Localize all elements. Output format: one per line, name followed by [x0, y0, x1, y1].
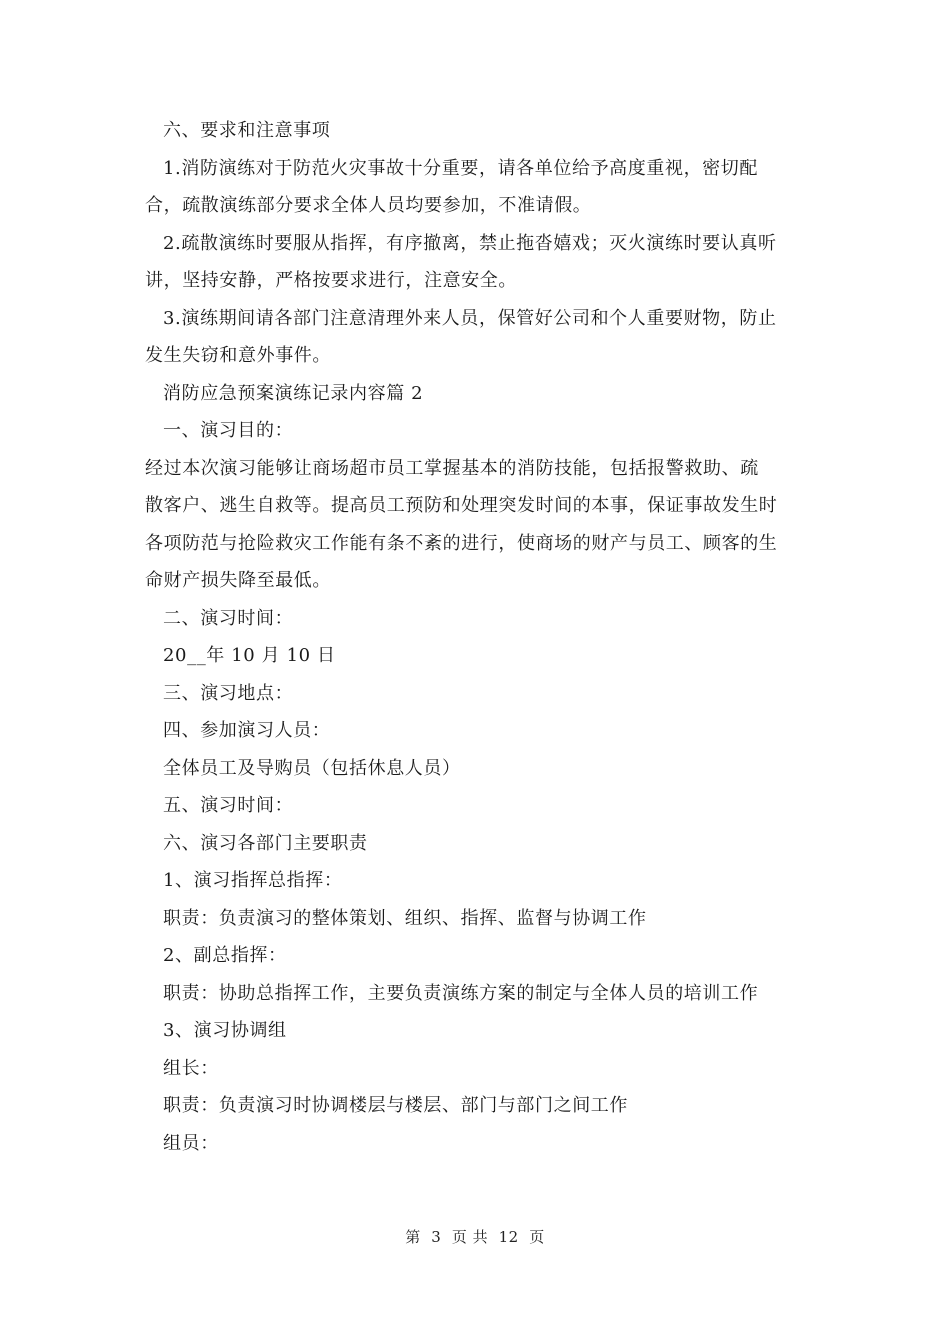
- text-line: 3、演习协调组: [163, 1020, 287, 1041]
- text-line: 职责：负责演习时协调楼层与楼层、部门与部门之间工作: [163, 1095, 628, 1116]
- text-line: 1.消防演练对于防范火灾事故十分重要，请各单位给予高度重视，密切配: [163, 157, 758, 179]
- text-line: 经过本次演习能够让商场超市员工掌握基本的消防技能，包括报警救助、疏: [145, 457, 759, 479]
- text-line: 散客户、逃生自救等。提高员工预防和处理突发时间的本事，保证事故发生时: [145, 495, 778, 516]
- text-line: 职责：协助总指挥工作，主要负责演练方案的制定与全体人员的培训工作: [163, 982, 759, 1004]
- text-line: 五、演习时间：: [163, 795, 294, 816]
- text-line: 讲，坚持安静，严格按要求进行，注意安全。: [145, 270, 517, 291]
- page-footer: 第 3 页 共 12 页: [405, 1228, 545, 1246]
- text-line: 2.疏散演练时要服从指挥，有序撤离，禁止拖沓嬉戏；灭火演练时要认真听: [163, 232, 777, 254]
- text-line: 六、要求和注意事项: [163, 120, 331, 141]
- text-line: 二、演习时间：: [163, 607, 294, 629]
- text-line: 一、演习目的：: [163, 420, 294, 441]
- text-line: 消防应急预案演练记录内容篇 2: [163, 382, 424, 404]
- text-line: 全体员工及导购员（包括休息人员）: [163, 757, 461, 779]
- text-line: 组长：: [163, 1057, 219, 1079]
- text-line: 20__年 10 月 10 日: [163, 645, 336, 666]
- text-line: 3.演练期间请各部门注意清理外来人员，保管好公司和个人重要财物，防止: [163, 307, 777, 329]
- text-line: 四、参加演习人员：: [163, 720, 331, 741]
- text-line: 职责：负责演习的整体策划、组织、指挥、监督与协调工作: [163, 907, 647, 929]
- text-line: 命财产损失降至最低。: [145, 570, 331, 591]
- text-line: 组员：: [163, 1132, 219, 1154]
- text-line: 2、副总指挥：: [163, 945, 287, 966]
- text-line: 发生失窃和意外事件。: [145, 345, 331, 366]
- document-body: [145, 112, 805, 1162]
- text-line: 1、演习指挥总指挥：: [163, 870, 343, 891]
- text-line: 三、演习地点：: [163, 682, 294, 704]
- text-line: 合，疏散演练部分要求全体人员均要参加，不准请假。: [145, 195, 592, 216]
- text-line: 各项防范与抢险救灾工作能有条不紊的进行，使商场的财产与员工、顾客的生: [145, 532, 778, 554]
- text-line: 六、演习各部门主要职责: [163, 832, 368, 854]
